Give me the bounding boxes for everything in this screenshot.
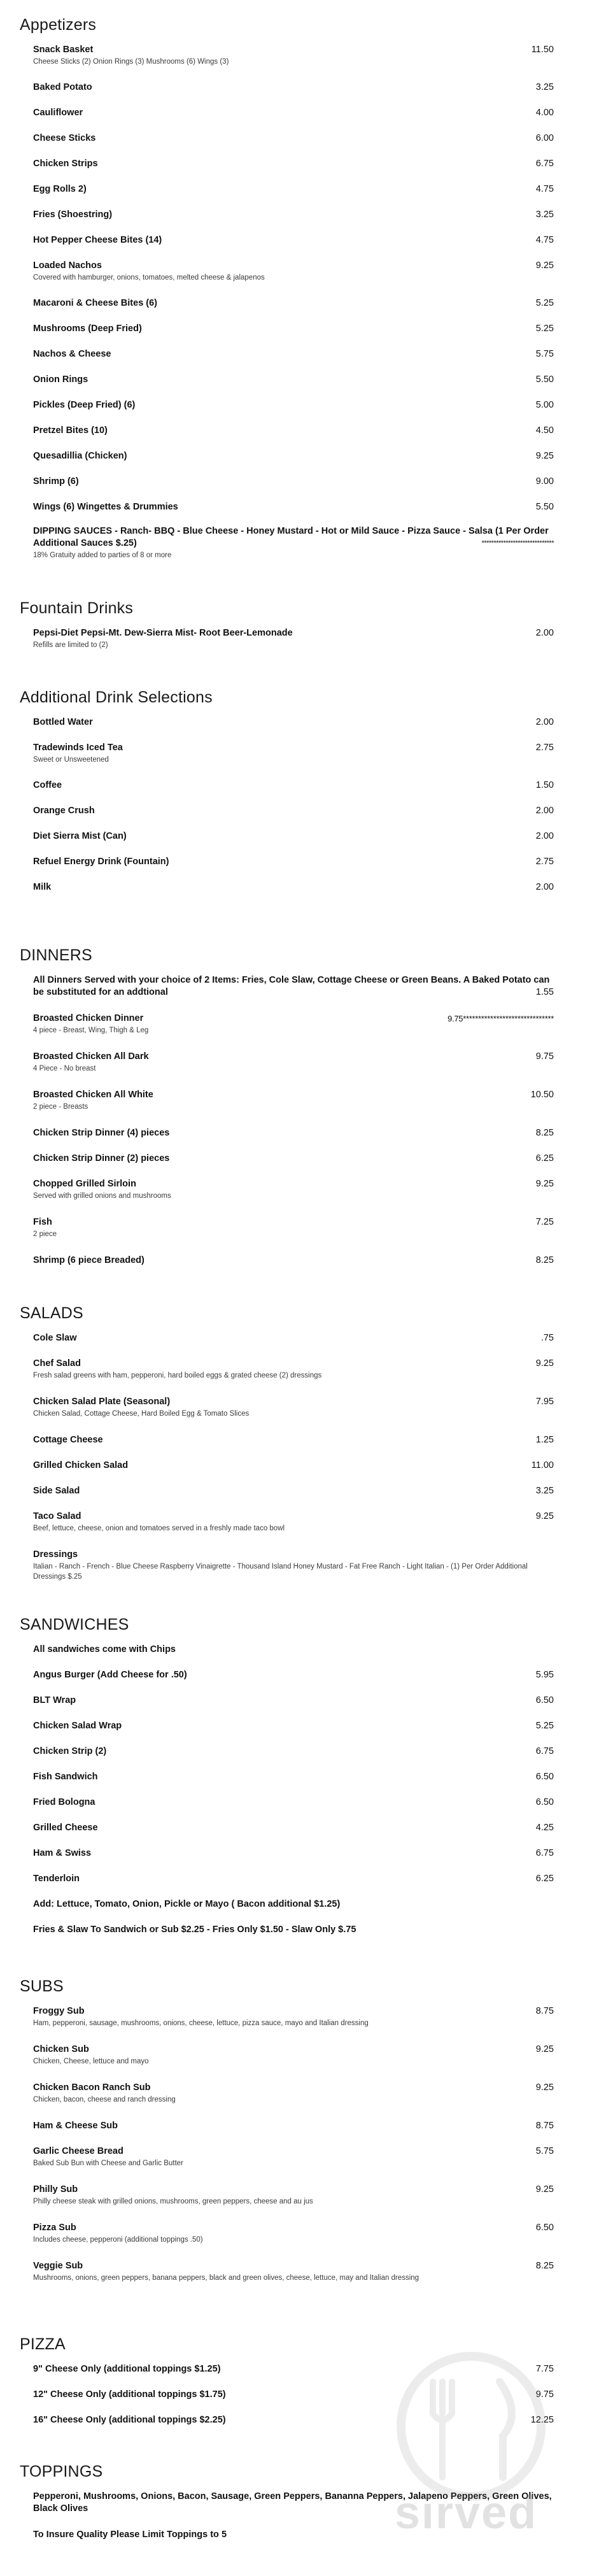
item-description: 2 piece — [33, 1230, 57, 1238]
section-title: DINNERS — [20, 946, 92, 964]
item-name: Chicken Strips — [33, 159, 98, 169]
item-price: 3.25 — [535, 1486, 554, 1496]
item-name: Dressings — [33, 1549, 78, 1560]
item-description: Mushrooms, onions, green peppers, banana peppers, black and green olives, cheese, lettuce, may and Italian dressing — [33, 2274, 419, 2282]
menu-item — [33, 234, 554, 246]
item-price: 11.00 — [531, 1460, 554, 1470]
item-name: Pretzel Bites (10) — [33, 425, 108, 436]
item-name: Fish Sandwich — [33, 1772, 98, 1782]
menu-item — [33, 1695, 554, 1707]
item-price: 9.25 — [535, 1179, 554, 1189]
item-description: Refills are limited to (2) — [33, 641, 108, 649]
menu-item — [33, 450, 554, 462]
item-price: 6.00 — [535, 133, 554, 143]
item-price: 12.25 — [530, 2415, 554, 2425]
menu-item — [33, 2145, 554, 2168]
item-name: Angus Burger (Add Cheese for .50) — [33, 1670, 187, 1680]
item-name: Broasted Chicken All White — [33, 1090, 153, 1100]
menu-item — [33, 2005, 554, 2028]
item-price: 2.00 — [535, 831, 554, 841]
menu-item — [33, 2260, 554, 2283]
item-description: Cheese Sticks (2) Onion Rings (3) Mushrooms (6) Wings (3) — [33, 58, 229, 66]
item-price: 6.75 — [535, 159, 554, 169]
item-name: All Dinners Served with your choice of 2 Items: Fries, Cole Slaw, Cottage Cheese or Green Beans. A Baked Potato can be substituted for an addtional — [33, 975, 550, 997]
menu-item — [33, 2389, 554, 2401]
menu-item — [33, 716, 554, 729]
item-name: Pizza Sub — [33, 2223, 76, 2233]
menu-item — [33, 779, 554, 792]
item-price: 8.75 — [535, 2006, 554, 2016]
item-name: Coffee — [33, 780, 62, 790]
item-description: Chicken, bacon, cheese and ranch dressing — [33, 2096, 176, 2103]
menu-item — [33, 1332, 554, 1344]
item-description: 4 piece - Breast, Wing, Thigh & Leg — [33, 1027, 149, 1034]
item-name: All sandwiches come with Chips — [33, 1644, 176, 1654]
item-price: 5.75 — [535, 349, 554, 359]
item-name: Bottled Water — [33, 717, 93, 727]
item-price: 5.25 — [535, 1721, 554, 1731]
item-price: 8.25 — [535, 1128, 554, 1138]
menu-item — [33, 44, 554, 67]
item-price: 9.25 — [535, 451, 554, 461]
item-description: Chicken, Cheese, lettuce and mayo — [33, 2058, 149, 2065]
item-name: Ham & Swiss — [33, 1848, 92, 1858]
menu-item — [33, 425, 554, 437]
item-price: 9.25 — [535, 2082, 554, 2093]
item-name: Tradewinds Iced Tea — [33, 743, 123, 753]
item-price: 5.25 — [535, 324, 554, 334]
menu-item — [33, 183, 554, 196]
item-name: Loaded Nachos — [33, 260, 102, 271]
item-name: Chicken Strip (2) — [33, 1746, 107, 1756]
item-description: 4 Piece - No breast — [33, 1065, 96, 1072]
menu-item — [33, 2222, 554, 2245]
item-name: Broasted Chicken Dinner — [33, 1013, 144, 1023]
menu-item — [33, 856, 554, 868]
menu-item — [33, 881, 554, 893]
item-price: 10.50 — [530, 1090, 554, 1100]
item-name: Fries (Shoestring) — [33, 210, 113, 220]
item-name: Chicken Strip Dinner (2) pieces — [33, 1153, 170, 1163]
menu-item — [33, 2414, 554, 2426]
item-name: Cauliflower — [33, 108, 83, 118]
item-price: 4.00 — [535, 108, 554, 118]
item-name: Fried Bologna — [33, 1797, 95, 1807]
item-description: Fresh salad greens with ham, pepperoni, hard boiled eggs & grated cheese (2) dressings — [33, 1372, 322, 1379]
item-description: 18% Gratuity added to parties of 8 or more — [33, 551, 172, 559]
menu-item — [33, 476, 554, 488]
section-title: SUBS — [20, 1977, 64, 1995]
item-price: .75 — [540, 1333, 554, 1343]
item-price: 9.25 — [535, 2184, 554, 2195]
menu-item — [33, 1216, 554, 1239]
menu-item — [33, 1178, 554, 1201]
item-name: Pepsi-Diet Pepsi-Mt. Dew-Sierra Mist- Root Beer-Lemonade — [33, 628, 293, 638]
item-price: 8.25 — [535, 2261, 554, 2271]
menu-item — [33, 1797, 554, 1809]
item-price: 3.25 — [535, 82, 554, 92]
menu-item — [33, 1873, 554, 1885]
item-name: Chef Salad — [33, 1358, 81, 1369]
item-description: Includes cheese, pepperoni (additional toppings .50) — [33, 2236, 203, 2244]
menu-item — [33, 1847, 554, 1860]
menu-item — [33, 1924, 554, 1936]
section-title: Appetizers — [20, 16, 97, 34]
item-price: 2.00 — [535, 628, 554, 638]
item-name: Macaroni & Cheese Bites (6) — [33, 298, 158, 308]
watermark-text: sirved — [395, 2487, 538, 2538]
menu-item — [33, 2120, 554, 2132]
item-price: 4.75 — [535, 184, 554, 194]
menu-item — [33, 1153, 554, 1165]
item-price: 4.50 — [535, 425, 554, 436]
item-description: Served with grilled onions and mushrooms — [33, 1192, 171, 1200]
menu-item — [33, 1746, 554, 1758]
menu-item — [33, 830, 554, 843]
item-description: Sweet or Unsweetened — [33, 756, 109, 764]
menu-item — [33, 107, 554, 119]
menu-item — [33, 1511, 554, 1534]
item-price: 6.75 — [535, 1848, 554, 1858]
menu-item — [33, 1549, 554, 1582]
item-description: Baked Sub Bun with Cheese and Garlic Butter — [33, 2160, 183, 2167]
menu-item — [33, 1434, 554, 1446]
item-price: 3.25 — [535, 210, 554, 220]
item-name: Tenderloin — [33, 1874, 80, 1884]
item-name: Chicken Sub — [33, 2044, 89, 2054]
menu-item — [33, 1898, 554, 1911]
item-name: Onion Rings — [33, 374, 88, 385]
menu-item — [33, 1460, 554, 1472]
item-name: Pepperoni, Mushrooms, Onions, Bacon, Sausage, Green Peppers, Bananna Peppers, Jalapeno Peppers, Green Olives, Black Olives — [33, 2491, 552, 2514]
menu-item — [33, 525, 554, 560]
item-name: Pickles (Deep Fried) (6) — [33, 400, 136, 410]
item-price: 1.55 — [535, 987, 554, 997]
item-price: 5.50 — [535, 374, 554, 385]
item-description: Beef, lettuce, cheese, onion and tomatoes served in a freshly made taco bowl — [33, 1525, 285, 1532]
item-name: To Insure Quality Please Limit Toppings to 5 — [33, 2530, 227, 2540]
section-title: TOPPINGS — [20, 2463, 103, 2480]
item-name: Quesadillia (Chicken) — [33, 451, 127, 461]
item-price: 11.50 — [531, 45, 554, 55]
menu-item — [33, 297, 554, 310]
item-price: 5.95 — [535, 1670, 554, 1680]
menu-item — [33, 1051, 554, 1074]
item-name: Chicken Bacon Ranch Sub — [33, 2082, 151, 2093]
menu-item — [33, 1669, 554, 1681]
item-name: Orange Crush — [33, 806, 95, 816]
menu-item — [33, 1771, 554, 1783]
item-description: Covered with hamburger, onions, tomatoes, melted cheese & jalapenos — [33, 274, 265, 281]
menu-item — [33, 1013, 554, 1035]
item-name: Cottage Cheese — [33, 1435, 103, 1445]
item-name: Froggy Sub — [33, 2006, 85, 2016]
item-name: Veggie Sub — [33, 2261, 83, 2271]
item-description: Italian - Ranch - French - Blue Cheese Raspberry Vinaigrette - Thousand Island Honey Mustard - Fat Free Ranch - Light Italian - (1) Per Order Additional Dressings $.25 — [33, 1563, 528, 1581]
menu-item — [33, 742, 554, 765]
item-name: DIPPING SAUCES - Ranch- BBQ - Blue Cheese - Honey Mustard - Hot or Mild Sauce - Pizza Sauce - Salsa (1 Per Order Additional Sauces $.25) — [33, 526, 549, 548]
section-title: SANDWICHES — [20, 1616, 129, 1633]
item-price: 6.25 — [535, 1153, 554, 1163]
item-price: 9.75 — [535, 2389, 554, 2400]
menu-item — [33, 1358, 554, 1381]
menu-item — [33, 1127, 554, 1139]
item-price: 8.75 — [535, 2121, 554, 2131]
item-price: 5.00 — [535, 400, 554, 410]
item-name: Baked Potato — [33, 82, 92, 92]
menu-item — [33, 1720, 554, 1732]
item-name: Refuel Energy Drink (Fountain) — [33, 857, 169, 867]
item-name: Fish — [33, 1217, 52, 1227]
menu-item — [33, 2044, 554, 2067]
item-price: 6.50 — [535, 1695, 554, 1705]
item-price: 6.50 — [535, 2223, 554, 2233]
item-price: 9.00 — [535, 476, 554, 487]
menu-item — [33, 2082, 554, 2105]
item-description: Ham, pepperoni, sausage, mushrooms, onions, cheese, lettuce, pizza sauce, mayo and Italian dressing — [33, 2019, 369, 2027]
item-name: Garlic Cheese Bread — [33, 2146, 123, 2156]
item-price: 4.75 — [535, 235, 554, 245]
item-name: Grilled Chicken Salad — [33, 1460, 129, 1470]
menu-item — [33, 805, 554, 817]
item-name: Broasted Chicken All Dark — [33, 1051, 149, 1062]
item-name: Cheese Sticks — [33, 133, 96, 143]
menu-item — [33, 1644, 554, 1656]
menu-item — [33, 1485, 554, 1497]
item-price: 5.75 — [535, 2146, 554, 2156]
item-price: 1.25 — [535, 1435, 554, 1445]
item-name: Cole Slaw — [33, 1333, 77, 1343]
item-price: 7.75 — [535, 2364, 554, 2374]
item-price: 9.25 — [535, 1511, 554, 1521]
item-description: Philly cheese steak with grilled onions, mushrooms, green peppers, cheese and au jus — [33, 2198, 313, 2205]
item-price: 9.25 — [535, 2044, 554, 2054]
item-price: 8.25 — [535, 1255, 554, 1265]
menu-item — [33, 158, 554, 170]
item-price: 2.00 — [535, 882, 554, 892]
item-description: 2 piece - Breasts — [33, 1103, 88, 1111]
item-name: Nachos & Cheese — [33, 349, 111, 359]
item-name: Chicken Salad Wrap — [33, 1721, 122, 1731]
item-name: BLT Wrap — [33, 1695, 76, 1705]
item-name: Shrimp (6) — [33, 476, 79, 487]
item-price: 6.25 — [535, 1874, 554, 1884]
item-name: Fries & Slaw To Sandwich or Sub $2.25 - Fries Only $1.50 - Slaw Only $.75 — [33, 1925, 356, 1935]
section-title: PIZZA — [20, 2335, 66, 2353]
item-name: Shrimp (6 piece Breaded) — [33, 1255, 144, 1265]
item-name: Wings (6) Wingettes & Drummies — [33, 502, 178, 512]
item-price: ****************************** — [481, 539, 554, 547]
item-price: 6.50 — [535, 1772, 554, 1782]
item-price: 9.75 — [535, 1051, 554, 1062]
item-price: 4.25 — [535, 1823, 554, 1833]
item-price: 2.75 — [535, 743, 554, 753]
item-name: 16" Cheese Only (additional toppings $2.25) — [33, 2415, 226, 2425]
item-description: Chicken Salad, Cottage Cheese, Hard Boiled Egg & Tomato Slices — [33, 1410, 250, 1418]
item-price: 7.25 — [535, 1217, 554, 1227]
item-name: Chopped Grilled Sirloin — [33, 1179, 136, 1189]
item-name: 9" Cheese Only (additional toppings $1.25) — [33, 2364, 221, 2374]
item-price: 2.00 — [535, 717, 554, 727]
item-name: Grilled Cheese — [33, 1823, 98, 1833]
menu-item — [33, 82, 554, 94]
item-price: 6.75 — [535, 1746, 554, 1756]
item-price: 2.00 — [535, 806, 554, 816]
item-name: Philly Sub — [33, 2184, 78, 2195]
item-name: Snack Basket — [33, 45, 94, 55]
menu-item — [33, 374, 554, 386]
section-title: SALADS — [20, 1304, 83, 1322]
menu-item — [33, 2184, 554, 2207]
item-name: Diet Sierra Mist (Can) — [33, 831, 127, 841]
item-name: Mushrooms (Deep Fried) — [33, 324, 142, 334]
menu-item — [33, 348, 554, 360]
item-name: Milk — [33, 882, 52, 892]
menu-item — [33, 323, 554, 335]
menu-item — [33, 2363, 554, 2375]
item-price: 1.50 — [535, 780, 554, 790]
item-name: 12" Cheese Only (additional toppings $1.75) — [33, 2389, 226, 2400]
item-name: Hot Pepper Cheese Bites (14) — [33, 235, 162, 245]
section-title: Additional Drink Selections — [20, 688, 213, 706]
item-name: Chicken Strip Dinner (4) pieces — [33, 1128, 170, 1138]
item-price: 2.75 — [535, 857, 554, 867]
menu-item — [33, 209, 554, 221]
menu-item — [33, 1396, 554, 1419]
menu-item — [33, 1255, 554, 1267]
item-price: 6.50 — [535, 1797, 554, 1807]
menu-item — [33, 974, 554, 999]
item-name: Side Salad — [33, 1486, 80, 1496]
item-name: Taco Salad — [33, 1511, 81, 1521]
menu-item — [33, 132, 554, 145]
menu-item — [33, 260, 554, 283]
menu-item — [33, 1089, 554, 1112]
menu-item — [33, 627, 554, 650]
item-price: 5.25 — [535, 298, 554, 308]
item-price: 9.25 — [535, 1358, 554, 1369]
menu-item — [33, 501, 554, 513]
item-name: Egg Rolls 2) — [33, 184, 87, 194]
menu-item — [33, 399, 554, 411]
item-name: Chicken Salad Plate (Seasonal) — [33, 1397, 171, 1407]
item-price: 7.95 — [535, 1397, 554, 1407]
item-name: Add: Lettuce, Tomato, Onion, Pickle or Mayo ( Bacon additional $1.25) — [33, 1899, 341, 1909]
section-title: Fountain Drinks — [20, 599, 134, 617]
menu-item — [33, 1822, 554, 1834]
item-price: 9.25 — [535, 260, 554, 271]
item-name: Ham & Cheese Sub — [33, 2121, 118, 2131]
item-price: 9.75****************************** — [447, 1014, 554, 1023]
item-price: 5.50 — [535, 502, 554, 512]
